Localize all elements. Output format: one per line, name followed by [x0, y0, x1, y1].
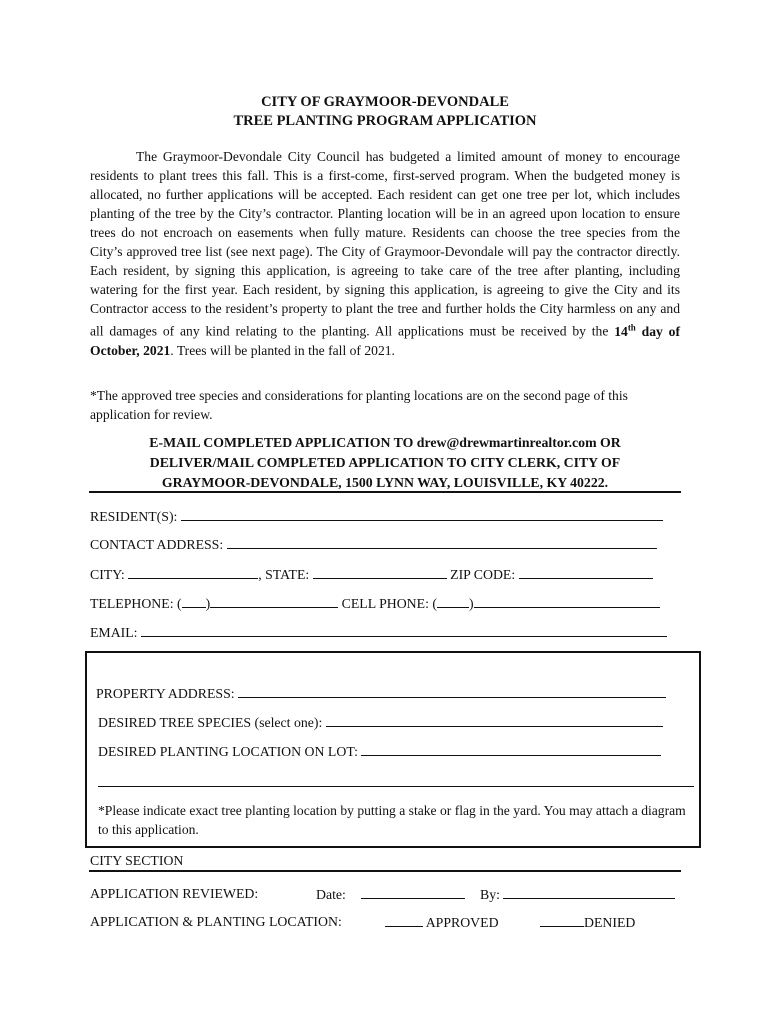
- cell-phone-label: CELL PHONE: (: [341, 596, 437, 611]
- cell-paren: ): [468, 596, 474, 611]
- planting-location-label: DESIRED PLANTING LOCATION ON LOT:: [98, 744, 358, 759]
- denied-label: DENIED: [584, 915, 636, 930]
- submission-line-1: E-MAIL COMPLETED APPLICATION TO drew@drewmartinrealtor.com OR: [149, 435, 621, 450]
- city-label: CITY:: [90, 567, 125, 582]
- submission-line-3: GRAYMOOR-DEVONDALE, 1500 LYNN WAY, LOUISVILLE, KY 40222.: [161, 475, 609, 490]
- intro-text-pre: The Graymoor-Devondale City Council has budgeted a limited amount of money to encourage residents to plant trees this fall. This is a first-come, first-served program. When the budgeted money is allocated, no further applications will be accepted. Each resident can get one tree per lot, which includes planting of the tree by the City’s contractor. Planting location will be in an agreed upon location to ensure trees do not encroach on easements when fully mature. Residents can choose the tree species from the City’s approved tree list (see next page). The City of Graymoor-Devondale will pay the contractor directly. Each resident, by signing this application, is agreeing to take care of the tree after planting, including watering for the first year. Each resident, by signing this application, is agreeing to give the City and its Contractor access to the resident’s property to plant the tree and further holds the City harmless on any and all damages of any kind relating to the planting. All applications must be received by the: [90, 149, 680, 339]
- planting-location-row: [98, 742, 661, 761]
- document-title: CITY OF GRAYMOOR-DEVONDALE: [261, 94, 509, 110]
- zip-field[interactable]: [519, 565, 653, 579]
- approved-checkline[interactable]: [385, 913, 423, 927]
- telephone-field[interactable]: [210, 594, 338, 608]
- property-address-field[interactable]: [238, 684, 666, 698]
- deadline-rest: day of October, 2021: [90, 323, 680, 358]
- intro-paragraph: [90, 147, 680, 360]
- residents-field[interactable]: [181, 507, 663, 521]
- city-field[interactable]: [128, 565, 258, 579]
- tree-species-label: DESIRED TREE SPECIES (select one):: [98, 715, 323, 730]
- phone-row: [90, 594, 660, 613]
- email-label: EMAIL:: [90, 625, 138, 640]
- email-row: [90, 623, 667, 642]
- review-date-row: [316, 885, 465, 904]
- review-date-label: Date:: [316, 887, 346, 902]
- cell-phone-field[interactable]: [474, 594, 660, 608]
- review-date-field[interactable]: [361, 885, 465, 899]
- application-reviewed-label: APPLICATION REVIEWED:: [90, 886, 259, 901]
- city-state-zip-row: [90, 565, 653, 584]
- zip-label: ZIP CODE:: [450, 567, 516, 582]
- city-section-heading: CITY SECTION: [90, 853, 184, 868]
- planting-location-field[interactable]: [361, 742, 661, 756]
- approved-species-note: *The approved tree species and considerations for planting locations are on the second page of this application for review.: [90, 388, 628, 422]
- approved-label: APPROVED: [425, 915, 499, 930]
- section-divider: [89, 491, 681, 493]
- review-by-row: [480, 885, 675, 904]
- review-by-label: By:: [480, 887, 500, 902]
- email-field[interactable]: [141, 623, 667, 637]
- tree-species-row: [98, 713, 663, 732]
- residents-row: [90, 507, 663, 526]
- deadline-suffix: th: [627, 322, 636, 332]
- property-address-row: [96, 684, 666, 703]
- city-section-divider: [89, 870, 681, 872]
- deadline-day: 14: [614, 323, 628, 339]
- review-by-field[interactable]: [503, 885, 675, 899]
- state-label: , STATE:: [258, 567, 310, 582]
- document-subtitle: TREE PLANTING PROGRAM APPLICATION: [233, 113, 537, 129]
- submission-line-2: DELIVER/MAIL COMPLETED APPLICATION TO CITY CLERK, CITY OF: [149, 455, 621, 470]
- state-field[interactable]: [313, 565, 447, 579]
- planting-location-note: *Please indicate exact tree planting location by putting a stake or flag in the yard. You may attach a diagram to this application.: [98, 803, 686, 837]
- contact-address-label: CONTACT ADDRESS:: [90, 537, 224, 552]
- telephone-paren: ): [205, 596, 211, 611]
- telephone-area-code-field[interactable]: [182, 594, 206, 608]
- planting-status-label: APPLICATION & PLANTING LOCATION:: [90, 914, 342, 929]
- planting-location-field-line-2[interactable]: [98, 786, 694, 787]
- residents-label: RESIDENT(S):: [90, 509, 178, 524]
- contact-address-row: [90, 535, 657, 554]
- tree-species-field[interactable]: [326, 713, 663, 727]
- intro-text-post: . Trees will be planted in the fall of 2021.: [170, 342, 395, 358]
- telephone-label: TELEPHONE: (: [90, 596, 182, 611]
- denied-row: [540, 913, 635, 932]
- cell-area-code-field[interactable]: [437, 594, 469, 608]
- approved-row: [385, 913, 499, 932]
- contact-address-field[interactable]: [227, 535, 657, 549]
- property-address-label: PROPERTY ADDRESS:: [96, 686, 235, 701]
- denied-checkline[interactable]: [540, 913, 584, 927]
